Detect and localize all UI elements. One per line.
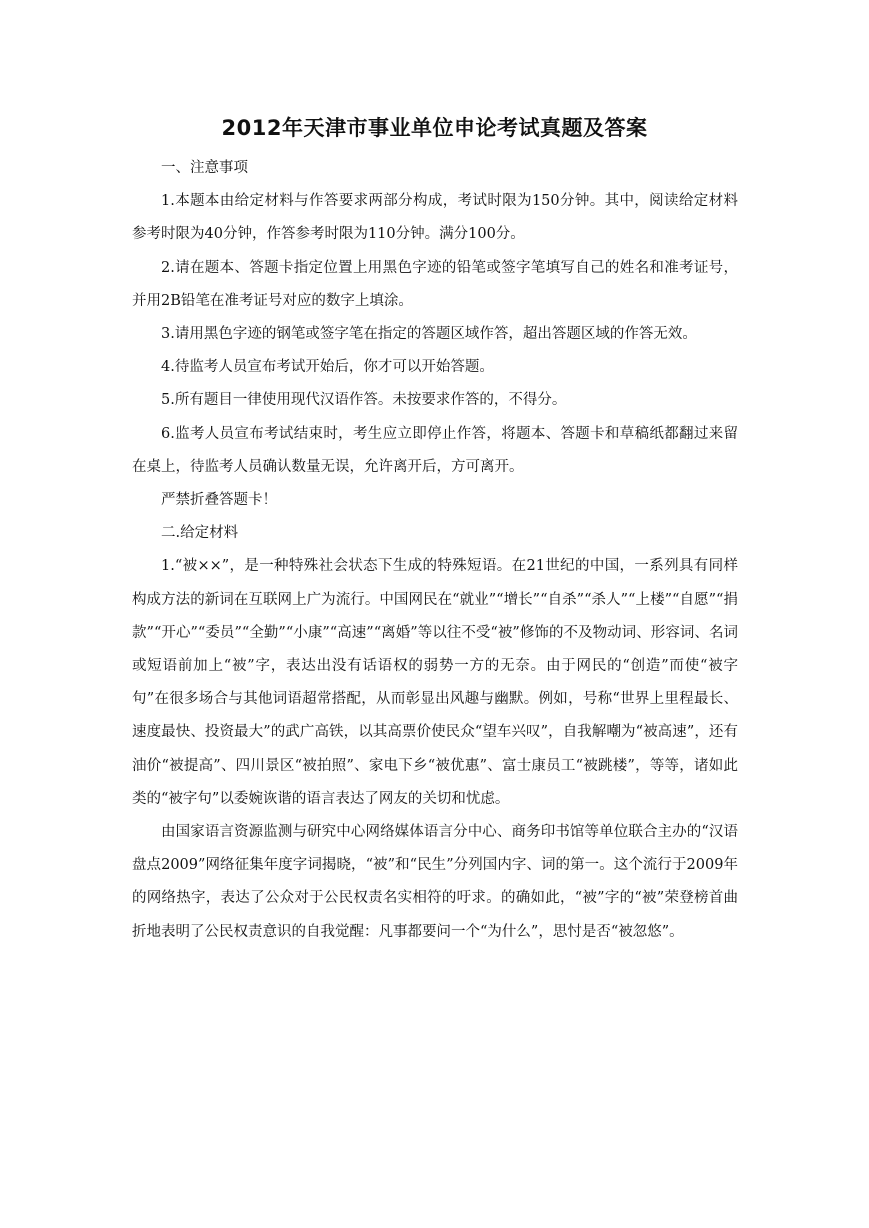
note-item: 2.请在题本、答题卡指定位置上用黑色字迹的铅笔或签字笔填写自己的姓名和准考证号，并用2B铅笔在准考证号对应的数字上填涂。 xyxy=(132,259,738,309)
document-body xyxy=(132,152,738,949)
note-item: 5.所有题目一律使用现代汉语作答。未按要求作答的，不得分。 xyxy=(161,392,567,409)
section-heading-materials: 二.给定材料 xyxy=(161,525,239,542)
material-paragraph: 1.“被××”，是一种特殊社会状态下生成的特殊短语。在21世纪的中国，一系列具有同样构成方法的新词在互联网上广为流行。中国网民在“就业”“增长”“自杀”“杀人”“上楼”“自愿”“捐款”“开心”“委员”“全勤”“小康”“高速”“离婚”等以往不受“被”修饰的不及物动词、形容词、名词或短语前加上“被”字，表达出没有话语权的弱势一方的无奈。由于网民的“创造”而使“被字句”在很多场合与其他词语超常搭配，从而彰显出风趣与幽默。例如，号称“世界上里程最长、速度最快、投资最大”的武广高铁，以其高票价使民众“望车兴叹”，自我解嘲为“被高速”，还有油价“被提高”、四川景区“被拍照”、家电下乡“被优惠”、富士康员工“被跳楼”，等等，诸如此类的“被字句”以委婉诙谐的语言表达了网友的关切和忧虑。 xyxy=(132,558,738,807)
section-heading-notes: 一、注意事项 xyxy=(161,160,248,176)
warning-text: 严禁折叠答题卡！ xyxy=(161,492,277,509)
document-title: 2012年天津市事业单位申论考试真题及答案 xyxy=(221,116,648,140)
note-item: 6.监考人员宣布考试结束时，考生应立即停止作答，将题本、答题卡和草稿纸都翻过来留在桌上，待监考人员确认数量无误，允许离开后，方可离开。 xyxy=(132,425,738,475)
note-item: 3.请用黑色字迹的钢笔或签字笔在指定的答题区域作答，超出答题区域的作答无效。 xyxy=(161,326,697,343)
note-item: 4.待监考人员宣布考试开始后，你才可以开始答题。 xyxy=(161,359,494,376)
note-item: 1.本题本由给定材料与作答要求两部分构成，考试时限为150分钟。其中，阅读给定材料参考时限为40分钟，作答参考时限为110分钟。满分100分。 xyxy=(132,193,738,243)
material-paragraph: 由国家语言资源监测与研究中心网络媒体语言分中心、商务印书馆等单位联合主办的“汉语盘点2009”网络征集年度字词揭晓，“被”和“民生”分列国内字、词的第一。这个流行于2009年的网络热字，表达了公众对于公民权责名实相符的吁求。的确如此，“被”字的“被”荣登榜首曲折地表明了公民权责意识的自我觉醒：凡事都要问一个“为什么”，思忖是否“被忽悠”。 xyxy=(132,824,738,940)
